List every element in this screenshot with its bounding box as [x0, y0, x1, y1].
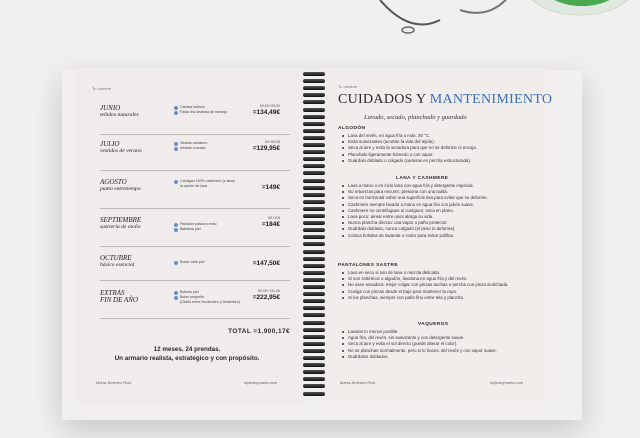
bullet-dot-icon — [174, 291, 178, 295]
section-title: LANA Y CASHMERE — [396, 176, 449, 181]
month-name: OCTUBRE — [100, 254, 132, 262]
month-item: la opción de lana — [180, 184, 208, 188]
section-title: ALGODÓN — [338, 126, 366, 131]
list-item: Cuelga con pinzas desde el bajo para mantener la raya. — [340, 289, 540, 295]
month-row — [86, 289, 296, 319]
spiral-ring — [303, 392, 325, 396]
divider — [100, 208, 290, 209]
divider — [100, 280, 290, 281]
list-item: No uses secadora: mejor colgar con pinzas anchas o percha con pinza acolchada. — [340, 282, 540, 288]
spiral-ring — [303, 108, 325, 112]
bullet-dot-icon — [174, 106, 178, 110]
list-item: Guárdalo doblado, nunca colgado (el peso lo deforma). — [340, 226, 540, 232]
care-list — [340, 183, 540, 239]
spiral-ring — [303, 129, 325, 133]
list-item: Lava poco: airear entre usos alarga su vida. — [340, 214, 540, 220]
list-item: Cashmere siempre lavado a mano en agua fría con jabón suave. — [340, 202, 540, 208]
month-item: Botas caña piel — [174, 260, 262, 265]
month-item: Botines piel — [174, 290, 262, 295]
spiral-ring — [303, 235, 325, 239]
list-item: Seca al aire y evita la secadora para que no se deforme ni encoja. — [340, 145, 540, 151]
green-glass-icon — [510, 0, 640, 30]
spiral-ring — [303, 299, 325, 303]
list-item: Seca al aire y evita el sol directo (puede alterar el color). — [340, 341, 540, 347]
month-item: Bolso pequeño — [174, 295, 262, 300]
list-item: Lavalos lo menos posible. — [340, 329, 540, 335]
price-total: =149€ — [261, 184, 280, 191]
bullet-dot-icon — [174, 180, 178, 184]
divider — [100, 170, 290, 171]
list-item: Cashmere no centrifugues ni cuelgues; seca en plano. — [340, 208, 540, 214]
month-row — [86, 178, 296, 208]
price-detail: 60+69,95 — [264, 140, 280, 144]
page-subtitle: Lavado, secado, planchado y guardado — [364, 114, 467, 121]
month-subtitle: sastrería de otoño — [100, 224, 141, 230]
list-item: Si los planchas, siempre con paño fino entre tela y plancha. — [340, 295, 540, 301]
footer-author: María Jiménez Ruiz — [96, 380, 132, 385]
right-page-header: Tu nombre — [338, 84, 358, 89]
month-name: JUNIO — [100, 104, 121, 112]
spiral-ring — [303, 228, 325, 232]
list-item: Si son sintéticos o algodón, lavalona en agua fría y del revés. — [340, 276, 540, 282]
month-item: Camisa salmón — [174, 105, 262, 110]
care-list — [340, 270, 540, 301]
divider — [100, 134, 290, 135]
spiral-ring — [303, 321, 325, 325]
footer-author: María Jiménez Ruiz — [340, 380, 376, 385]
month-subtitle: vestidos de verano — [100, 148, 142, 154]
spiral-ring — [303, 193, 325, 197]
spiral-ring — [303, 157, 325, 161]
bullet-dot-icon — [174, 223, 178, 227]
list-item: Guárdalos doblados. — [340, 354, 540, 360]
slogan-line-1: 12 meses. 24 prendas. — [153, 346, 221, 353]
spiral-ring — [303, 278, 325, 282]
footer-website: stylesbymaria.com — [490, 380, 524, 385]
section-title: PANTALONES SASTRE — [338, 263, 398, 268]
spiral-ring — [303, 292, 325, 296]
spiral-ring — [303, 93, 325, 97]
price-total: =184€ — [261, 221, 280, 228]
spiral-ring — [303, 328, 325, 332]
bullet-dot-icon — [174, 111, 178, 115]
list-item: Lava del revés, en agua fría o máx. 30 °C. — [340, 133, 540, 139]
list-item: Nunca plancha directa: usa vapor o paño protector. — [340, 220, 540, 226]
spiral-ring — [303, 264, 325, 268]
spiral-ring — [303, 136, 325, 140]
month-name: AGOSTO — [100, 178, 127, 186]
month-item: Vestido camisero — [174, 141, 262, 146]
spiral-ring — [303, 100, 325, 104]
spiral-ring — [303, 370, 325, 374]
month-row — [86, 104, 296, 134]
price-detail: 90,90+131,65 — [257, 289, 280, 293]
month-subtitle: FIN DE AÑO — [100, 296, 138, 304]
month-item: Pantalón palazzo recto — [174, 222, 262, 227]
left-page-header: Tu nombre — [92, 86, 112, 91]
spiral-ring — [303, 86, 325, 90]
month-item: (Dividir entre Noviembre y Diciembre) — [180, 300, 240, 304]
price-total: =129,95€ — [252, 145, 280, 152]
bullet-dot-icon — [174, 228, 178, 232]
spiral-ring — [303, 306, 325, 310]
bullet-dot-icon — [174, 261, 178, 265]
price-detail: 69,60+95,50 — [259, 104, 280, 108]
divider — [100, 246, 290, 247]
month-item: Vestido cruzado — [174, 146, 262, 151]
spiral-ring — [303, 285, 325, 289]
spiral-ring — [303, 257, 325, 261]
page-title-accent: MANTENIMIENTO — [429, 92, 553, 107]
month-subtitle: punto entretiempo — [100, 186, 141, 192]
spiral-ring — [303, 164, 325, 168]
spiral-ring — [303, 72, 325, 76]
spiral-ring — [303, 150, 325, 154]
spiral-ring — [303, 221, 325, 225]
list-item: Evita suavizantes (acortan la vida del tejido). — [340, 139, 540, 145]
list-item: Lava a mano o en ciclo lana con agua fría y detergente especial. — [340, 183, 540, 189]
spiral-ring — [303, 335, 325, 339]
list-item: Planchalo ligeramente húmedo o con vapor. — [340, 152, 540, 158]
month-name: JULIO — [100, 140, 120, 148]
month-item: Cardigan 100% cashmere (o lana) — [174, 179, 262, 184]
price-total: =134,49€ — [252, 109, 280, 116]
page-title: CUIDADOS Y MANTENIMIENTO — [338, 92, 553, 107]
spiral-ring — [303, 349, 325, 353]
spiral-ring — [303, 250, 325, 254]
spiral-ring — [303, 214, 325, 218]
spiral-ring — [303, 79, 325, 83]
bullet-dot-icon — [174, 296, 178, 300]
divider — [100, 318, 290, 319]
spiral-ring — [303, 143, 325, 147]
month-subtitle: teñidos naturales — [100, 112, 139, 118]
month-item: Bailarina piel — [174, 227, 262, 232]
section-title: VAQUEROS — [418, 322, 449, 327]
list-item: Guárdalo doblado o colgado (camisas en percha estructurada). — [340, 158, 540, 164]
spiral-ring — [303, 115, 325, 119]
month-name: EXTRAS — [100, 289, 125, 297]
spiral-ring — [303, 271, 325, 275]
bullet-dot-icon — [174, 142, 178, 146]
price-total: =147,50€ — [252, 260, 280, 267]
list-item: No retuerzas para escurrir: presiona con una toalla. — [340, 189, 540, 195]
spiral-ring — [303, 242, 325, 246]
spiral-ring — [303, 179, 325, 183]
glasses-icon — [370, 0, 520, 50]
spiral-ring — [303, 313, 325, 317]
spiral-ring — [303, 200, 325, 204]
list-item: No se planchan normalmente, pero si lo haces, del revés y con vapor suave. — [340, 348, 540, 354]
month-row — [86, 216, 296, 246]
grand-total: TOTAL =1.900,17€ — [228, 328, 290, 335]
month-name: SEPTIEMBRE — [100, 216, 142, 224]
spiral-ring — [303, 207, 325, 211]
list-item: Coloca bolsitas de lavanda o cedro para evitar polillas. — [340, 233, 540, 239]
price-total: =222,95€ — [252, 294, 280, 301]
spiral-ring — [303, 363, 325, 367]
spiral-ring — [303, 186, 325, 190]
footer-website: stylesbymaria.com — [244, 380, 278, 385]
list-item: Agua fría, del revés, sin suavizante y con detergente suave. — [340, 335, 540, 341]
month-row — [86, 140, 296, 170]
spiral-binding — [303, 72, 325, 400]
price-detail: 69+115 — [268, 216, 280, 220]
spiral-ring — [303, 122, 325, 126]
care-list — [340, 133, 540, 164]
slogan-line-2: Un armario realista, estratégico y con propósito. — [114, 355, 260, 362]
spiral-ring — [303, 342, 325, 346]
month-item: Falda lino lavanda de naranjo — [174, 110, 262, 115]
spiral-ring — [303, 384, 325, 388]
list-item: Seca en horizontal sobre una superficie lisa para evitar que se deforme. — [340, 195, 540, 201]
spiral-ring — [303, 356, 325, 360]
spiral-ring — [303, 377, 325, 381]
list-item: Lava en seco si son de lana o mezcla delicada. — [340, 270, 540, 276]
care-list — [340, 329, 540, 360]
spiral-ring — [303, 171, 325, 175]
bullet-dot-icon — [174, 147, 178, 151]
month-subtitle: básico esencial — [100, 262, 135, 268]
